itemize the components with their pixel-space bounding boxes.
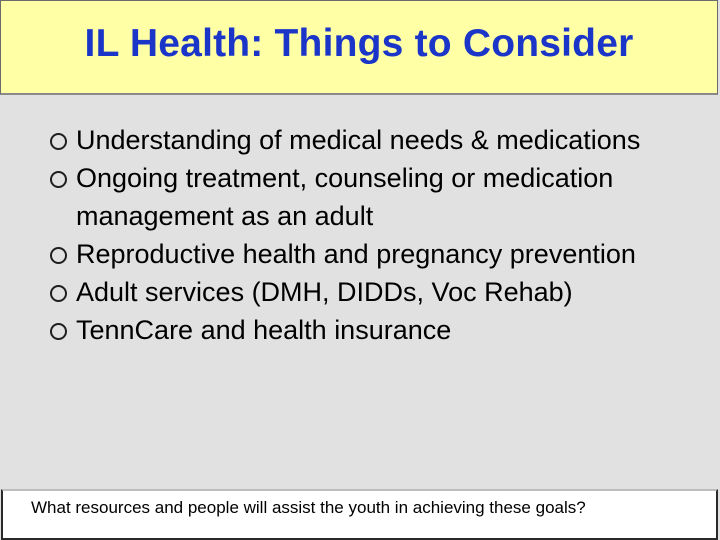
- bullet-item-2: [46, 159, 686, 235]
- bullet-list: [46, 121, 686, 349]
- bullet-icon: [50, 247, 67, 264]
- bullet-icon: [50, 171, 67, 188]
- bullet-item-3: [46, 235, 686, 273]
- slide-title: IL Health: Things to Consider: [84, 22, 634, 65]
- bullet-item-4: [46, 273, 686, 311]
- bullet-text-3: Reproductive health and pregnancy prevention: [76, 239, 636, 269]
- bullet-icon: [50, 285, 67, 302]
- bullet-item-1: [46, 121, 686, 159]
- bullet-text-2: Ongoing treatment, counseling or medication management as an adult: [76, 163, 614, 231]
- bullet-text-5: TennCare and health insurance: [76, 315, 452, 345]
- title-bar: [0, 0, 718, 95]
- bullet-text-4: Adult services (DMH, DIDDs, Voc Rehab): [76, 277, 573, 307]
- footer-question: What resources and people will assist the youth in achieving these goals?: [31, 498, 586, 517]
- bullet-icon: [50, 133, 67, 150]
- bullet-item-5: [46, 311, 686, 349]
- bullet-icon: [50, 323, 67, 340]
- bullet-text-1: Understanding of medical needs & medications: [76, 125, 641, 155]
